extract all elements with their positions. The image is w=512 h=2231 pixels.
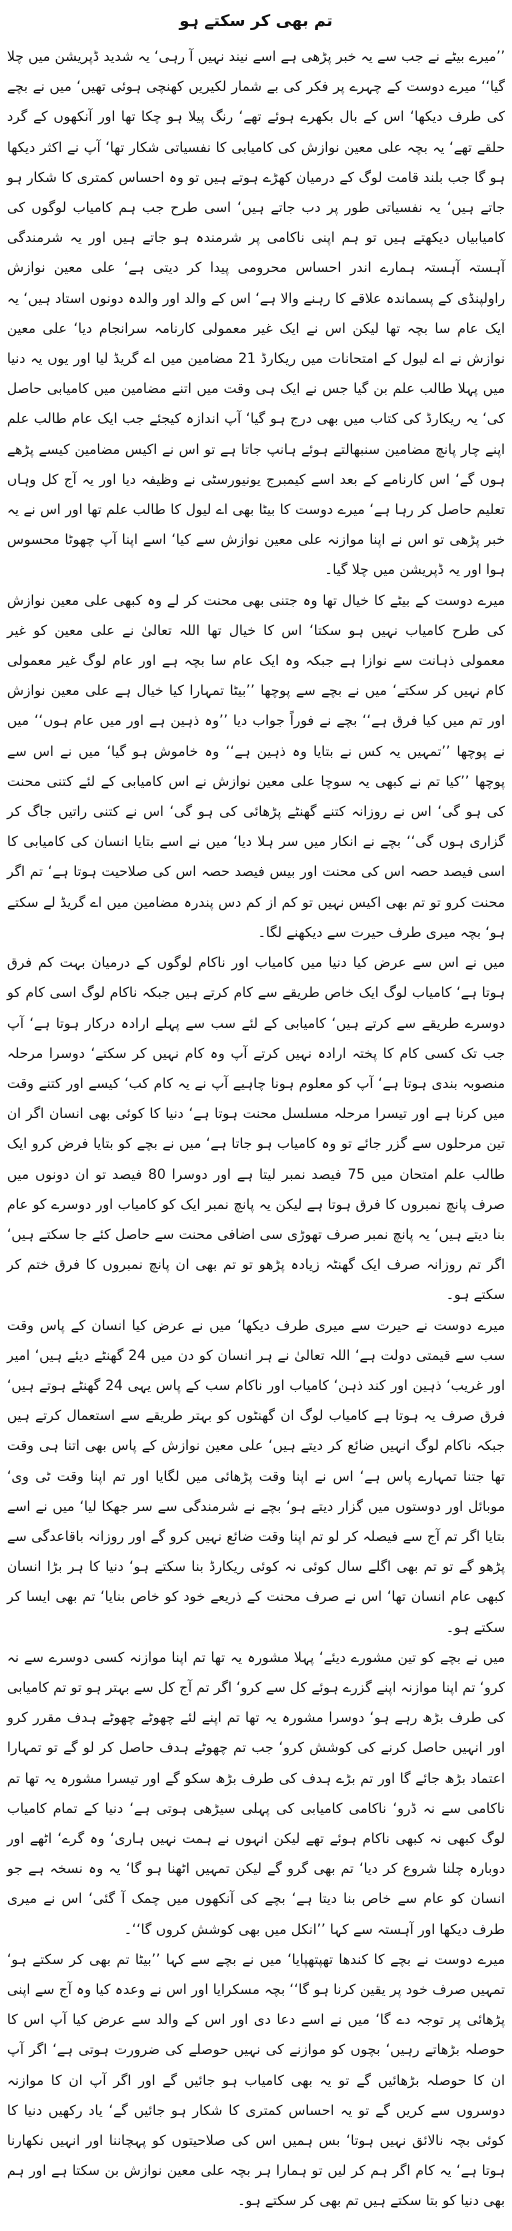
paragraph: ’’میرے بیٹے نے جب سے یہ خبر پڑھی ہے اسے نیند نہیں آ رہی‘ یہ شدید ڈپریشن میں چلا گیا‘‘ میرے دوست کے چہرے پر فکر کی بے شمار لکیریں کھنچی ہوئی تھیں‘ میں نے بچے کی طرف دیکھا‘ اس کے بال بکھرے ہوئے تھے‘ رنگ پیلا ہو چکا تھا اور آنکھوں کے گرد حلقے تھے‘ یہ بچہ علی معین نوازش کی کامیابی کا نفسیاتی شکار تھا‘ آپ نے اکثر دیکھا ہو گا جب بلند قامت لوگ کے درمیان کھڑے ہوتے ہیں تو وہ احساس کمتری کا شکار ہو جاتے ہیں‘ یہ نفسیاتی طور پر دب جاتے ہیں‘ اسی طرح جب ہم کامیاب لوگوں کی کامیابیاں دیکھتے ہیں تو ہم اپنی ناکامی پر شرمندہ ہو جاتے ہیں اور یہ شرمندگی آہستہ آہستہ ہمارے اندر احساس محرومی پیدا کر دیتی ہے‘ علی معین نوازش راولپنڈی کے پسماندہ علاقے کا رہنے والا ہے‘ اس کے والد اور والدہ دونوں استاد ہیں‘ یہ ایک عام سا بچہ تھا لیکن اس نے ایک غیر معمولی کارنامہ سرانجام دیا‘ علی معین نوازش نے اے لیول کے امتحانات میں ریکارڈ 21 مضامین میں اے گریڈ لیا اور یوں یہ دنیا میں پہلا طالب علم بن گیا جس نے ایک ہی وقت میں اتنے مضامین میں کامیابی حاصل کی‘ یہ ریکارڈ کی کتاب میں بھی درج ہو گیا‘ آپ اندازہ کیجئے جب ایک عام طالب علم اپنے چار پانچ مضامین سنبھالتے ہوئے ہانپ جاتا ہے تو اس نے اکیس مضامین کیسے پڑھے ہوں گے‘ اس کارنامے کے بعد اسے کیمبرج یونیورسٹی نے وظیفہ دیا اور یہ آج کل وہاں تعلیم حاصل کر رہا ہے‘ میرے دوست کا بیٹا بھی اے لیول کا طالب علم تھا اور اس نے یہ خبر پڑھی تو اس نے اپنا موازنہ علی معین نوازش سے کیا‘ اسے اپنا آپ چھوٹا محسوس ہوا اور یہ ڈپریشن میں چلا گیا۔ bbox=[7, 49, 505, 579]
paragraph: میرے دوست نے حیرت سے میری طرف دیکھا‘ میں نے عرض کیا انسان کے پاس وقت سب سے قیمتی دولت ہے‘ اللہ تعالیٰ نے ہر انسان کو دن میں 24 گھنٹے دیئے ہیں‘ امیر اور غریب‘ ذہین اور کند ذہن‘ کامیاب اور ناکام سب کے پاس یہی 24 گھنٹے ہوتے ہیں‘ فرق صرف یہ ہوتا ہے کامیاب لوگ ان گھنٹوں کو بہتر طریقے سے استعمال کرتے ہیں جبکہ ناکام لوگ انہیں ضائع کر دیتے ہیں‘ علی معین نوازش کے پاس بھی اتنا ہی وقت تھا جتنا تمہارے پاس ہے‘ اس نے اپنا وقت پڑھائی میں لگایا اور تم اپنا وقت ٹی وی‘ موبائل اور دوستوں میں گزار دیتے ہو‘ بچے نے شرمندگی سے سر جھکا لیا‘ میں نے اسے بتایا اگر تم آج سے فیصلہ کر لو تم اپنا وقت ضائع نہیں کرو گے اور روزانہ باقاعدگی سے پڑھو گے تو تم بھی اگلے سال کوئی نہ کوئی ریکارڈ بنا سکتے ہو‘ دنیا کا ہر بڑا انسان کبھی عام انسان تھا‘ اس نے صرف محنت کے ذریعے خود کو خاص بنایا‘ تم بھی ایسا کر سکتے ہو۔ bbox=[7, 1317, 506, 1636]
paragraph: میرے دوست نے بچے کا کندھا تھپتھپایا‘ میں نے بچے سے کہا ’’بیٹا تم بھی کر سکتے ہو‘ تمہیں صرف خود پر یقین کرنا ہو گا‘‘ بچہ مسکرایا اور اس نے وعدہ کیا وہ آج سے اپنی پڑھائی پر توجہ دے گا‘ میں نے اسے دعا دی اور اس کے والد سے عرض کیا آپ اس کا حوصلہ بڑھاتے رہیں‘ بچوں کو موازنے کی نہیں حوصلے کی ضرورت ہوتی ہے‘ اگر آپ ان کا حوصلہ بڑھائیں گے تو یہ بھی کامیاب ہو جائیں گے اور اگر آپ ان کا موازنہ دوسروں سے کریں گے تو یہ احساس کمتری کا شکار ہو جائیں گے‘ یاد رکھیں دنیا کا کوئی بچہ نالائق نہیں ہوتا‘ بس ہمیں اس کی صلاحیتوں کو پہچاننا اور انہیں نکھارنا ہوتا ہے‘ یہ کام اگر ہم کر لیں تو ہمارا ہر بچہ علی معین نوازش بن سکتا ہے اور ہم بھی دنیا کو بتا سکتے ہیں تم بھی کر سکتے ہو۔ bbox=[7, 1951, 505, 2210]
paragraph: میں نے بچے کو تین مشورے دیئے‘ پہلا مشورہ یہ تھا تم اپنا موازنہ کسی دوسرے سے نہ کرو‘ تم اپنا موازنہ اپنے گزرے ہوئے کل سے کرو‘ اگر تم آج کل سے بہتر ہو تو تم کامیابی کی طرف بڑھ رہے ہو‘ دوسرا مشورہ یہ تھا تم اپنے لئے چھوٹے چھوٹے ہدف مقرر کرو اور انہیں حاصل کرنے کی کوشش کرو‘ جب تم چھوٹے ہدف حاصل کر لو گے تو تمہارا اعتماد بڑھ جائے گا اور تم بڑے ہدف کی طرف بڑھ سکو گے اور تیسرا مشورہ یہ تھا تم ناکامی سے نہ ڈرو‘ ناکامی کامیابی کی پہلی سیڑھی ہوتی ہے‘ دنیا کے تمام کامیاب لوگ کبھی نہ کبھی ناکام ہوئے تھے لیکن انہوں نے ہمت نہیں ہاری‘ وہ گرے‘ اٹھے اور دوبارہ چلنا شروع کر دیا‘ تم بھی گرو گے لیکن تمہیں اٹھنا ہو گا‘ یہ وہ نسخہ ہے جو انسان کو عام سے خاص بنا دیتا ہے‘ بچے کی آنکھوں میں چمک آ گئی‘ اس نے میری طرف دیکھا اور آہستہ سے کہا ’’انکل میں بھی کوشش کروں گا‘‘۔ bbox=[7, 1649, 505, 1938]
column-body bbox=[7, 42, 505, 2217]
paragraph: میرے دوست کے بیٹے کا خیال تھا وہ جتنی بھی محنت کر لے وہ کبھی علی معین نوازش کی طرح کامیاب نہیں ہو سکتا‘ اس کا خیال تھا اللہ تعالیٰ نے علی معین کو غیر معمولی ذہانت سے نوازا ہے جبکہ وہ ایک عام سا بچہ ہے اور عام لوگ غیر معمولی کام نہیں کر سکتے‘ میں نے بچے سے پوچھا ’’بیٹا تمہارا کیا خیال ہے علی معین نوازش اور تم میں کیا فرق ہے‘‘ بچے نے فوراً جواب دیا ’’وہ ذہین ہے اور میں عام ہوں‘‘ میں نے پوچھا ’’تمہیں یہ کس نے بتایا وہ ذہین ہے‘‘ وہ خاموش ہو گیا‘ میں نے اس سے پوچھا ’’کیا تم نے کبھی یہ سوچا علی معین نوازش نے اس کامیابی کے لئے کتنی محنت کی ہو گی‘ اس نے روزانہ کتنے گھنٹے پڑھائی کی ہو گی‘ اس نے کتنی راتیں جاگ کر گزاری ہوں گی‘‘ بچے نے انکار میں سر ہلا دیا‘ میں نے اسے بتایا انسان کی کامیابی کا اسی فیصد حصہ اس کی محنت اور بیس فیصد حصہ اس کی صلاحیت ہوتا ہے‘ تم اگر محنت کرو تو تم بھی اکیس نہیں تو کم از کم دس پندرہ مضامین میں اے گریڈ لے سکتے ہو‘ بچہ میری طرف حیرت سے دیکھنے لگا۔ bbox=[7, 592, 505, 941]
paragraph: میں نے اس سے عرض کیا دنیا میں کامیاب اور ناکام لوگوں کے درمیان بہت کم فرق ہوتا ہے‘ کامیاب لوگ ایک خاص طریقے سے کام کرتے ہیں جبکہ ناکام لوگ اسی کام کو دوسرے طریقے سے کرتے ہیں‘ کامیابی کے لئے سب سے پہلے ارادہ درکار ہوتا ہے‘ آپ جب تک کسی کام کا پختہ ارادہ نہیں کرتے آپ وہ کام نہیں کر سکتے‘ دوسرا مرحلہ منصوبہ بندی ہوتا ہے‘ آپ کو معلوم ہونا چاہیے آپ نے یہ کام کب‘ کیسے اور کتنے وقت میں کرنا ہے اور تیسرا مرحلہ مسلسل محنت ہوتا ہے‘ دنیا کا کوئی بھی انسان اگر ان تین مرحلوں سے گزر جائے تو وہ کامیاب ہو جاتا ہے‘ میں نے بچے کو بتایا فرض کرو ایک طالب علم امتحان میں 75 فیصد نمبر لیتا ہے اور دوسرا 80 فیصد تو ان دونوں میں صرف پانچ نمبروں کا فرق ہوتا ہے لیکن یہ پانچ نمبر ایک کو کامیاب اور دوسرے کو عام بنا دیتے ہیں‘ یہ پانچ نمبر صرف تھوڑی سی اضافی محنت سے حاصل کئے جا سکتے ہیں‘ اگر تم روزانہ صرف ایک گھنٹہ زیادہ پڑھو تو تم بھی ان پانچ نمبروں کا فرق ختم کر سکتے ہو۔ bbox=[7, 955, 505, 1304]
column-title: تم بھی کر سکتے ہو bbox=[179, 11, 333, 30]
